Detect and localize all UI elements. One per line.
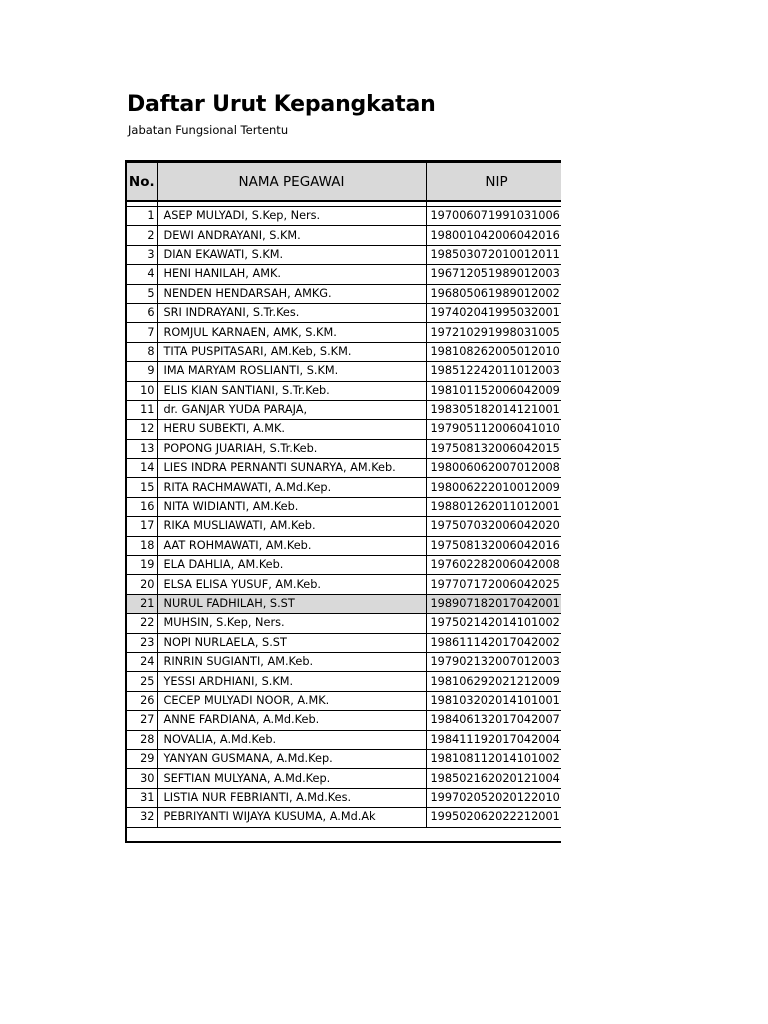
employee-nip: 198502162020121004 — [426, 769, 561, 788]
table-row — [127, 556, 561, 575]
table-row — [127, 381, 561, 400]
row-number: 3 — [127, 245, 157, 264]
row-number: 26 — [127, 691, 157, 710]
employee-table — [127, 163, 561, 843]
row-number: 31 — [127, 788, 157, 807]
employee-name: ROMJUL KARNAEN, AMK, S.KM. — [157, 323, 426, 342]
employee-nip: 198512242011012003 — [426, 362, 561, 381]
table-row — [127, 284, 561, 303]
table-row — [127, 691, 561, 710]
row-number: 17 — [127, 517, 157, 536]
row-number: 12 — [127, 420, 157, 439]
employee-nip: 198108262005012010 — [426, 342, 561, 361]
employee-nip: 198108112014101002 — [426, 749, 561, 768]
table-row — [127, 536, 561, 555]
row-number: 27 — [127, 711, 157, 730]
row-number: 20 — [127, 575, 157, 594]
row-number: 2 — [127, 226, 157, 245]
table-row — [127, 265, 561, 284]
table-row — [127, 652, 561, 671]
employee-nip: 196805061989012002 — [426, 284, 561, 303]
employee-nip: 199702052020122010 — [426, 788, 561, 807]
employee-nip: 198006062007012008 — [426, 459, 561, 478]
table-row — [127, 730, 561, 749]
employee-nip: 197905112006041010 — [426, 420, 561, 439]
table-row — [127, 633, 561, 652]
employee-nip: 198001042006042016 — [426, 226, 561, 245]
employee-name: YESSI ARDHIANI, S.KM. — [157, 672, 426, 691]
table-row — [127, 672, 561, 691]
employee-name: ASEP MULYADI, S.Kep, Ners. — [157, 207, 426, 226]
employee-nip: 197210291998031005 — [426, 323, 561, 342]
row-number: 16 — [127, 497, 157, 516]
row-number: 29 — [127, 749, 157, 768]
employee-nip: 198006222010012009 — [426, 478, 561, 497]
employee-name: YANYAN GUSMANA, A.Md.Kep. — [157, 749, 426, 768]
row-number: 28 — [127, 730, 157, 749]
employee-name: HENI HANILAH, AMK. — [157, 265, 426, 284]
employee-nip: 198406132017042007 — [426, 711, 561, 730]
employee-name: ELA DAHLIA, AM.Keb. — [157, 556, 426, 575]
employee-nip: 198305182014121001 — [426, 400, 561, 419]
table-row — [127, 303, 561, 322]
table-header-row — [127, 163, 561, 201]
employee-nip: 197508132006042015 — [426, 439, 561, 458]
employee-nip: 197508132006042016 — [426, 536, 561, 555]
table-row — [127, 323, 561, 342]
row-number: 21 — [127, 594, 157, 613]
table-empty-row — [127, 827, 561, 843]
header-name: NAMA PEGAWAI — [157, 163, 426, 201]
employee-nip: 197502142014101002 — [426, 614, 561, 633]
table-body — [127, 201, 561, 843]
employee-name: TITA PUSPITASARI, AM.Keb, S.KM. — [157, 342, 426, 361]
table-row — [127, 420, 561, 439]
table-row — [127, 749, 561, 768]
document-subtitle: Jabatan Fungsional Tertentu — [128, 123, 289, 137]
table-row — [127, 769, 561, 788]
row-number: 7 — [127, 323, 157, 342]
employee-name: CECEP MULYADI NOOR, A.MK. — [157, 691, 426, 710]
employee-nip: 197707172006042025 — [426, 575, 561, 594]
employee-name: MUHSIN, S.Kep, Ners. — [157, 614, 426, 633]
employee-nip: 197902132007012003 — [426, 652, 561, 671]
header-nip: NIP — [426, 163, 561, 201]
employee-name: RINRIN SUGIANTI, AM.Keb. — [157, 652, 426, 671]
row-number: 5 — [127, 284, 157, 303]
employee-nip: 199502062022212001 — [426, 808, 561, 827]
table-row — [127, 207, 561, 226]
employee-name: RIKA MUSLIAWATI, AM.Keb. — [157, 517, 426, 536]
employee-nip: 196712051989012003 — [426, 265, 561, 284]
row-number: 13 — [127, 439, 157, 458]
table-row — [127, 400, 561, 419]
employee-name: POPONG JUARIAH, S.Tr.Keb. — [157, 439, 426, 458]
employee-name: NITA WIDIANTI, AM.Keb. — [157, 497, 426, 516]
employee-name: LISTIA NUR FEBRIANTI, A.Md.Kes. — [157, 788, 426, 807]
table-row — [127, 439, 561, 458]
document-title: Daftar Urut Kepangkatan — [127, 92, 436, 117]
table-row — [127, 362, 561, 381]
row-number: 9 — [127, 362, 157, 381]
employee-nip: 198103202014101001 — [426, 691, 561, 710]
table-row — [127, 517, 561, 536]
employee-name: ELSA ELISA YUSUF, AM.Keb. — [157, 575, 426, 594]
employee-name: SEFTIAN MULYANA, A.Md.Kep. — [157, 769, 426, 788]
employee-name: NURUL FADHILAH, S.ST — [157, 594, 426, 613]
employee-name: NOPI NURLAELA, S.ST — [157, 633, 426, 652]
table-row — [127, 575, 561, 594]
row-number: 22 — [127, 614, 157, 633]
table-row — [127, 788, 561, 807]
row-number: 19 — [127, 556, 157, 575]
employee-name: IMA MARYAM ROSLIANTI, S.KM. — [157, 362, 426, 381]
row-number: 24 — [127, 652, 157, 671]
employee-nip: 198611142017042002 — [426, 633, 561, 652]
employee-name: LIES INDRA PERNANTI SUNARYA, AM.Keb. — [157, 459, 426, 478]
employee-name: DIAN EKAWATI, S.KM. — [157, 245, 426, 264]
employee-name: NOVALIA, A.Md.Keb. — [157, 730, 426, 749]
table-row — [127, 459, 561, 478]
table-row — [127, 478, 561, 497]
table-row — [127, 342, 561, 361]
header-no: No. — [127, 163, 157, 201]
employee-name: NENDEN HENDARSAH, AMKG. — [157, 284, 426, 303]
employee-name: SRI INDRAYANI, S.Tr.Kes. — [157, 303, 426, 322]
table-row — [127, 226, 561, 245]
table-row — [127, 808, 561, 827]
employee-name: ELIS KIAN SANTIANI, S.Tr.Keb. — [157, 381, 426, 400]
row-number: 10 — [127, 381, 157, 400]
employee-nip: 198411192017042004 — [426, 730, 561, 749]
employee-name: dr. GANJAR YUDA PARAJA, — [157, 400, 426, 419]
row-number: 25 — [127, 672, 157, 691]
employee-nip: 197507032006042020 — [426, 517, 561, 536]
employee-name: ANNE FARDIANA, A.Md.Keb. — [157, 711, 426, 730]
employee-nip: 197602282006042008 — [426, 556, 561, 575]
row-number: 4 — [127, 265, 157, 284]
row-number: 1 — [127, 207, 157, 226]
table-row — [127, 711, 561, 730]
employee-nip: 198101152006042009 — [426, 381, 561, 400]
employee-nip: 197006071991031006 — [426, 207, 561, 226]
employee-nip: 198106292021212009 — [426, 672, 561, 691]
table-row — [127, 245, 561, 264]
table-row — [127, 594, 561, 613]
employee-nip: 198801262011012001 — [426, 497, 561, 516]
row-number: 14 — [127, 459, 157, 478]
employee-name: DEWI ANDRAYANI, S.KM. — [157, 226, 426, 245]
row-number: 30 — [127, 769, 157, 788]
row-number: 32 — [127, 808, 157, 827]
table-row — [127, 614, 561, 633]
employee-nip: 197402041995032001 — [426, 303, 561, 322]
employee-name: HERU SUBEKTI, A.MK. — [157, 420, 426, 439]
table-row — [127, 497, 561, 516]
employee-nip: 198907182017042001 — [426, 594, 561, 613]
employee-nip: 198503072010012011 — [426, 245, 561, 264]
employee-name: PEBRIYANTI WIJAYA KUSUMA, A.Md.Ak — [157, 808, 426, 827]
employee-name: AAT ROHMAWATI, AM.Keb. — [157, 536, 426, 555]
row-number: 6 — [127, 303, 157, 322]
row-number: 8 — [127, 342, 157, 361]
employee-name: RITA RACHMAWATI, A.Md.Kep. — [157, 478, 426, 497]
row-number: 15 — [127, 478, 157, 497]
row-number: 23 — [127, 633, 157, 652]
employee-table-container — [125, 160, 561, 843]
row-number: 11 — [127, 400, 157, 419]
row-number: 18 — [127, 536, 157, 555]
